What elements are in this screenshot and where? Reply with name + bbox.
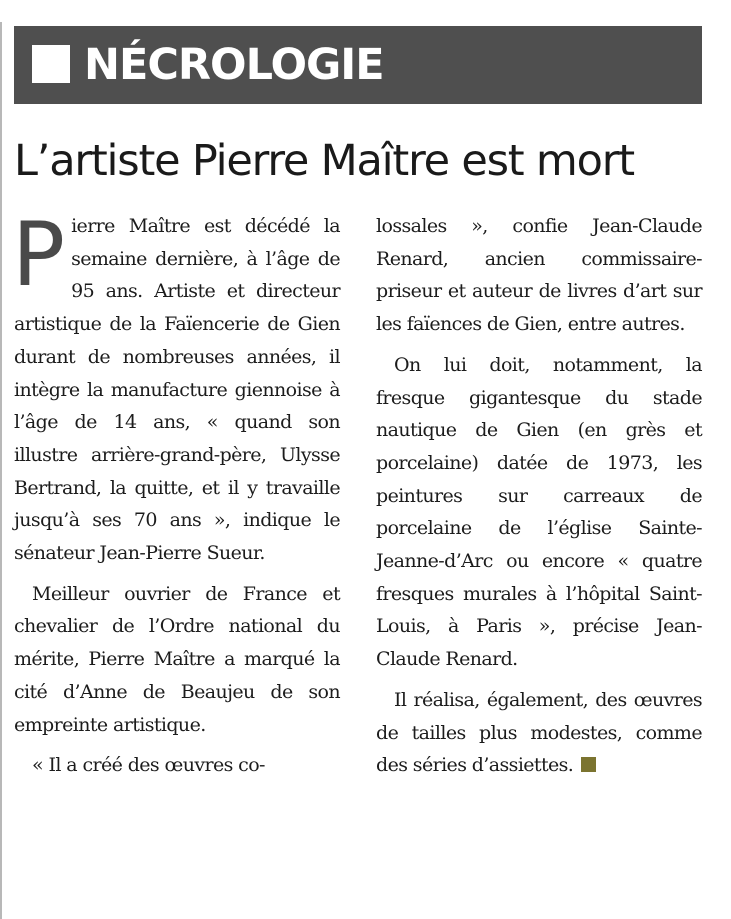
page-edge-rule: [0, 22, 2, 919]
end-of-article-square-icon: [581, 757, 596, 772]
article-paragraph-3-end: lossales », confie Jean-Claude Renard, ancien commissaire-priseur et auteur de livres d’art sur les faïences de Gien, entre autres.: [376, 215, 702, 336]
paragraph-1-text: ierre Maître est décédé la semaine dernière, à l’âge de 95 ans. Artiste et directeur artistique de la Faïencerie de Gien durant de nombreuses années, il intègre la manufacture giennoise à l’âge de 14 ans, « quand son illustre arrière-grand-père, Ulysse Bertrand, la quitte, et il y travaille jusqu’à ses 70 ans », indique le sénateur Jean-Pierre Sueur.: [14, 215, 340, 565]
article-column-right: [376, 210, 702, 790]
paragraph-5-text: Il réalisa, également, des œuvres de tailles plus modestes, comme des séries d’assiettes.: [376, 688, 702, 777]
article-paragraph-1: [12, 203, 340, 570]
article-paragraph-3-start: « Il a créé des œuvres co-: [32, 754, 265, 777]
banner-square-icon: [32, 45, 70, 83]
article-paragraph-4: On lui doit, notamment, la fresque gigantesque du stade nautique de Gien (en grès et porcelaine) datée de 1973, les peintures sur carreaux de porcelaine de l’église Sainte-Jeanne-d’Arc ou encore « quatre fresques murales à l’hôpital Saint-Louis, à Paris », précise Jean-Claude Renard.: [376, 353, 702, 671]
article-headline: L’artiste Pierre Maître est mort: [14, 136, 634, 186]
drop-cap: P: [12, 203, 66, 306]
section-banner: [14, 26, 702, 104]
article-paragraph-2: Meilleur ouvrier de France et chevalier de l’Ordre national du mérite, Pierre Maître a marqué la cité d’Anne de Beaujeu de son empreinte artistique.: [14, 582, 340, 736]
section-title: NÉCROLOGIE: [84, 40, 384, 90]
article-column-left: [12, 203, 340, 790]
article-paragraph-5: [376, 684, 702, 782]
